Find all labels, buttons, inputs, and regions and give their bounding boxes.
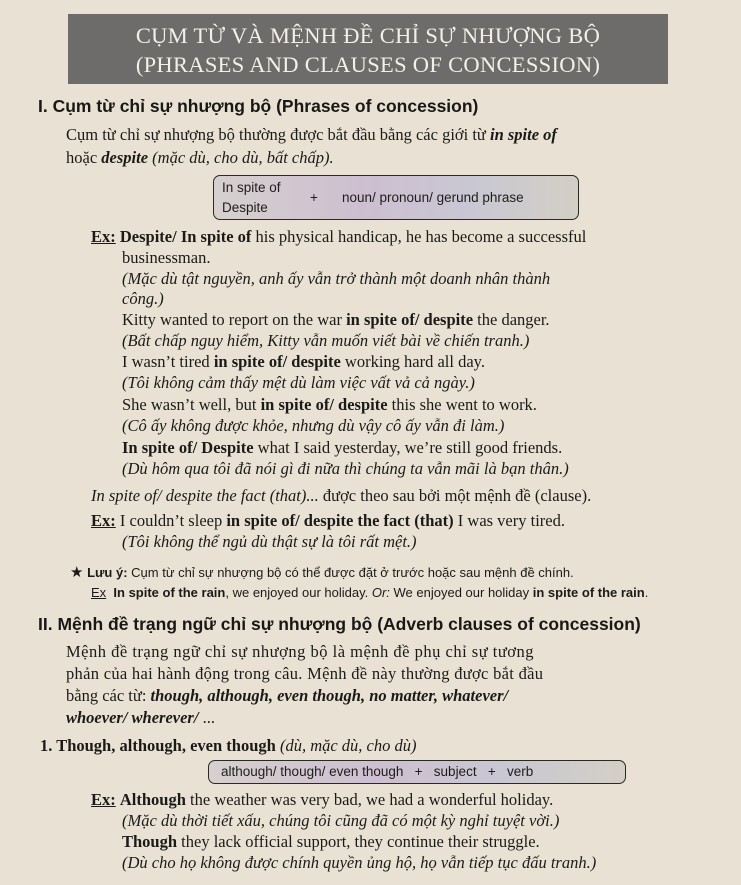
title-line-1: CỤM TỪ VÀ MỆNH ĐỀ CHỈ SỰ NHƯỢNG BỘ <box>135 23 601 48</box>
example-1-translation-2: công.) <box>122 289 164 308</box>
formula-despite: Despite <box>222 200 268 215</box>
formula-in-spite-of: In spite of <box>222 180 281 195</box>
example-1-translation-1: (Mặc dù tật nguyền, anh ấy vẫn trở thành một doanh nhân thành <box>122 269 551 288</box>
formula-noun-phrase: noun/ pronoun/ gerund phrase <box>342 190 524 205</box>
clause-example-2: Though they lack official support, they continue their struggle. <box>122 832 540 851</box>
formula-box-phrases <box>213 175 579 220</box>
example-2-translation: (Bất chấp nguy hiểm, Kitty vẫn muốn viết bài về chiến tranh.) <box>122 331 530 350</box>
note-line: ★ Lưu ý: Cụm từ chỉ sự nhượng bộ có thể được đặt ở trước hoặc sau mệnh đề chính. <box>70 564 574 581</box>
example-6: Ex: I couldn’t sleep in spite of/ despite the fact (that) I was very tired. <box>91 511 565 530</box>
intro-line-2: hoặc despite (mặc dù, cho dù, bất chấp). <box>66 148 334 167</box>
section-2-heading: II. Mệnh đề trạng ngữ chỉ sự nhượng bộ (Adverb clauses of concession) <box>38 614 641 634</box>
section-1-heading: I. Cụm từ chỉ sự nhượng bộ (Phrases of concession) <box>38 96 479 116</box>
subsection-1-heading: 1. Though, although, even though (dù, mặc dù, cho dù) <box>40 736 417 755</box>
clause-example-2-translation: (Dù cho họ không được chính quyền ủng hộ, họ vẫn tiếp tục đấu tranh.) <box>122 853 597 872</box>
star-icon: ★ <box>70 564 84 581</box>
section-2-para-3: bằng các từ: though, although, even though, no matter, whatever/ <box>66 686 509 705</box>
title-line-2: (PHRASES AND CLAUSES OF CONCESSION) <box>135 52 601 77</box>
example-5-translation: (Dù hôm qua tôi đã nói gì đi nữa thì chúng ta vẫn mãi là bạn thân.) <box>122 459 569 478</box>
clause-example-1: Ex: Although the weather was very bad, we had a wonderful holiday. <box>91 790 554 809</box>
fact-rule: In spite of/ despite the fact (that)... được theo sau bởi một mệnh đề (clause). <box>91 486 592 505</box>
example-1-line-2: businessman. <box>122 248 211 267</box>
example-6-translation: (Tôi không thể ngủ dù thật sự là tôi rất mệt.) <box>122 532 417 551</box>
example-4: She wasn’t well, but in spite of/ despite this she went to work. <box>122 395 537 414</box>
example-3-translation: (Tôi không cảm thấy mệt dù làm việc vất vả cả ngày.) <box>122 373 475 392</box>
section-2-para-4: whoever/ wherever/ ... <box>66 708 215 727</box>
example-4-translation: (Cô ấy không được khỏe, nhưng dù vậy cô ấy vẫn đi làm.) <box>122 416 505 435</box>
note-example: Ex In spite of the rain, we enjoyed our holiday. Or: We enjoyed our holiday in spite of the rain. <box>91 585 649 600</box>
title-banner <box>68 14 668 84</box>
formula-box-clauses: although/ though/ even though + subject + verb <box>208 760 626 784</box>
intro-line-1: Cụm từ chỉ sự nhượng bộ thường được bắt đầu bằng các giới từ in spite of <box>66 125 557 144</box>
example-2: Kitty wanted to report on the war in spite of/ despite the danger. <box>122 310 550 329</box>
example-5: In spite of/ Despite what I said yesterday, we’re still good friends. <box>122 438 563 457</box>
section-2-para-2: phản của hai hành động trong câu. Mệnh đề này thường được bắt đầu <box>66 664 544 683</box>
example-3: I wasn’t tired in spite of/ despite working hard all day. <box>122 352 485 371</box>
section-2-para-1: Mệnh đề trạng ngữ chỉ sự nhượng bộ là mệnh đề phụ chỉ sự tương <box>66 642 535 661</box>
clause-example-1-translation: (Mặc dù thời tiết xấu, chúng tôi cũng đã có một kỳ nghỉ tuyệt vời.) <box>122 811 560 830</box>
example-1: Ex: Despite/ In spite of his physical handicap, he has become a successful <box>91 227 587 246</box>
formula-plus: + <box>310 190 318 205</box>
